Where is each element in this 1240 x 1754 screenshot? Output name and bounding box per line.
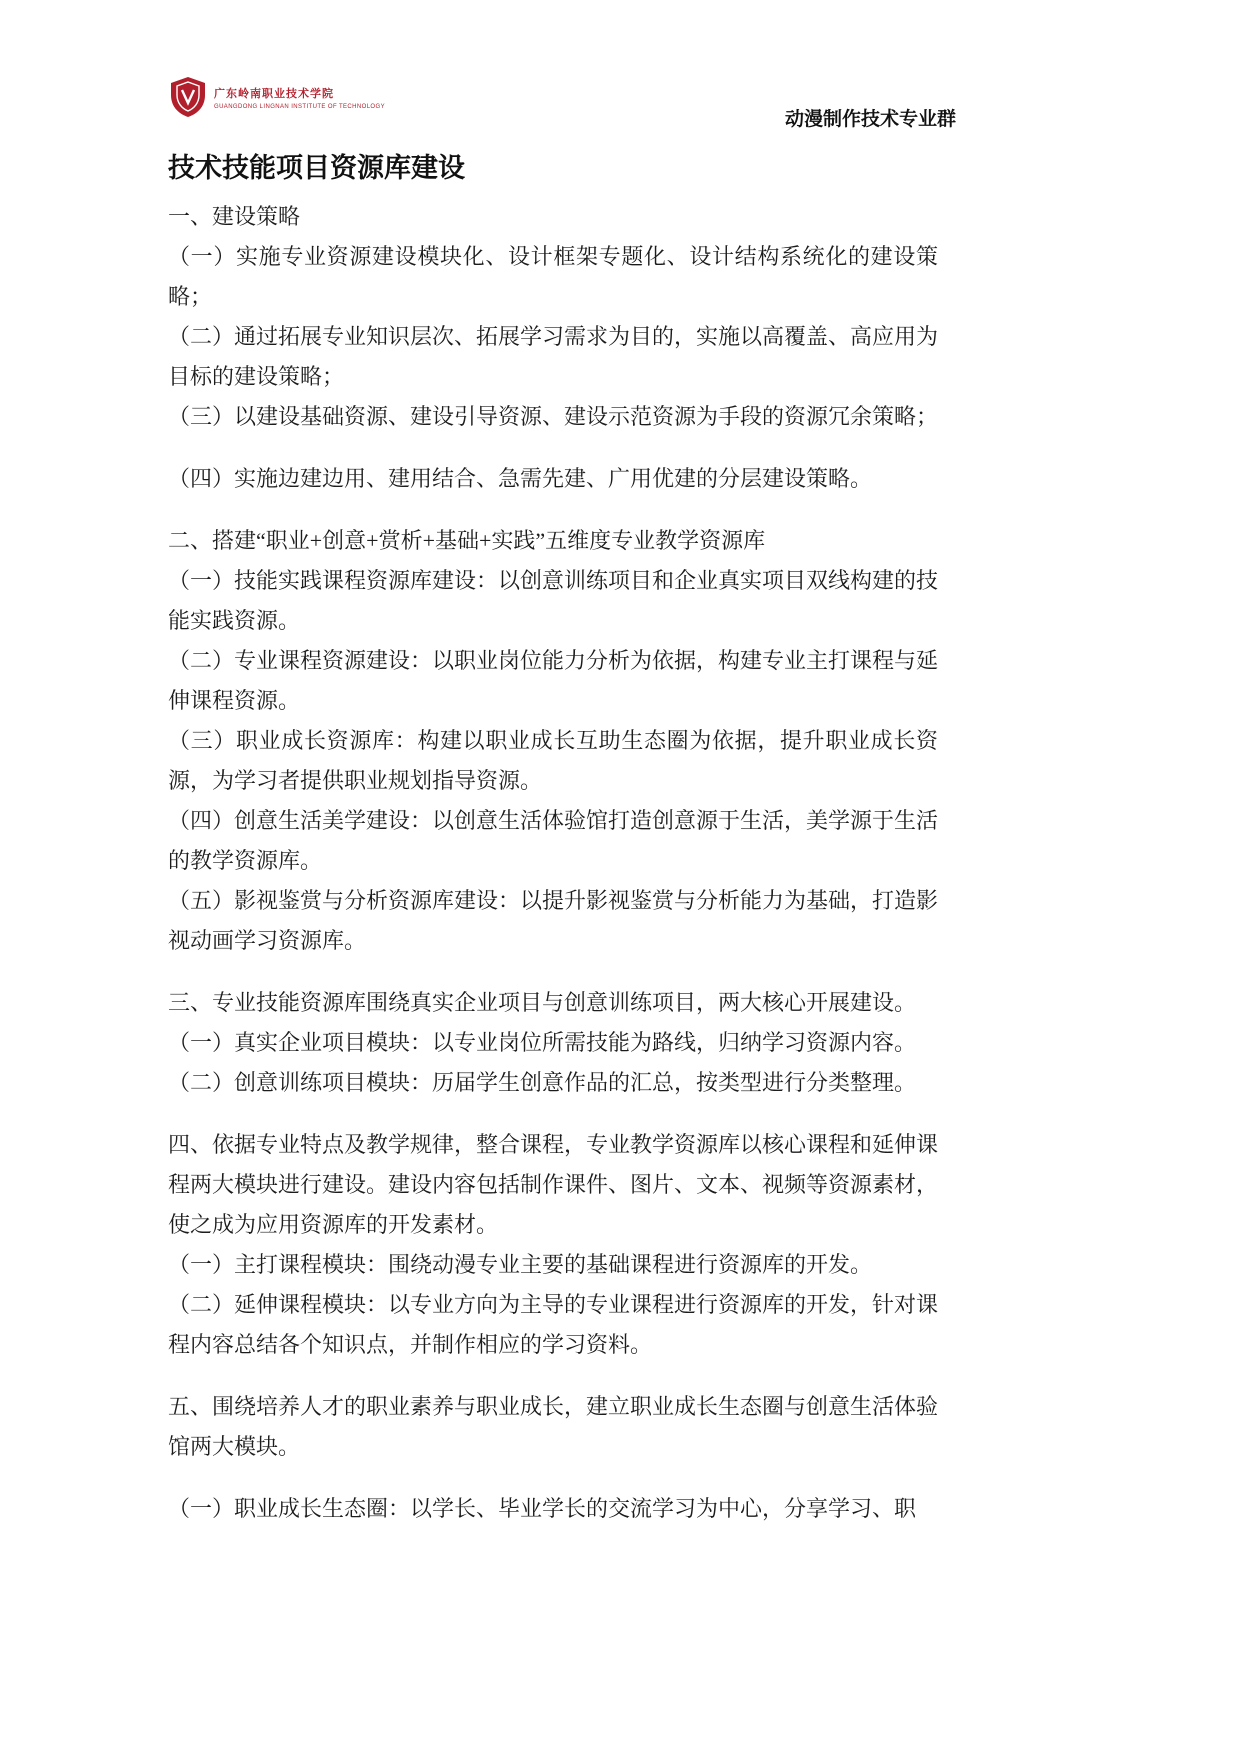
paragraph: （四）创意生活美学建设：以创意生活体验馆打造创意源于生活，美学源于生活的教学资源库。	[168, 808, 939, 873]
school-name-en: GUANGDONG LINGNAN INSTITUTE OF TECHNOLOGY	[214, 103, 385, 110]
paragraph: 五、围绕培养人才的职业素养与职业成长，建立职业成长生态圈与创意生活体验馆两大模块。	[168, 1394, 939, 1459]
paragraph: 二、搭建“职业+创意+赏析+基础+实践”五维度专业教学资源库	[168, 528, 766, 553]
document-title: 技术技能项目资源库建设	[168, 153, 465, 183]
paragraph: （一）技能实践课程资源库建设：以创意训练项目和企业真实项目双线构建的技能实践资源。	[168, 568, 939, 633]
specialty-group-label: 动漫制作技术专业群	[784, 109, 956, 130]
document-body	[168, 146, 938, 1529]
paragraph: （二）专业课程资源建设：以职业岗位能力分析为依据，构建专业主打课程与延伸课程资源。	[168, 648, 939, 713]
paragraph: （二）创意训练项目模块：历届学生创意作品的汇总，按类型进行分类整理。	[168, 1070, 917, 1095]
paragraph: 三、专业技能资源库围绕真实企业项目与创意训练项目，两大核心开展建设。	[168, 990, 917, 1015]
paragraph: （三）职业成长资源库：构建以职业成长互助生态圈为依据，提升职业成长资源，为学习者提供职业规划指导资源。	[168, 728, 938, 793]
paragraph: （一）主打课程模块：围绕动漫专业主要的基础课程进行资源库的开发。	[168, 1252, 873, 1277]
paragraph: （二）通过拓展专业知识层次、拓展学习需求为目的，实施以高覆盖、高应用为目标的建设策略；	[168, 324, 939, 389]
paragraph: （一）真实企业项目模块：以专业岗位所需技能为路线，归纳学习资源内容。	[168, 1030, 917, 1055]
paragraph: 一、建设策略	[168, 204, 301, 229]
paragraph: （三）以建设基础资源、建设引导资源、建设示范资源为手段的资源冗余策略；	[168, 404, 939, 429]
paragraph: （五）影视鉴赏与分析资源库建设：以提升影视鉴赏与分析能力为基础，打造影视动画学习资源库。	[168, 888, 939, 953]
paragraph-list	[168, 197, 938, 1529]
paragraph: （四）实施边建边用、建用结合、急需先建、广用优建的分层建设策略。	[168, 466, 873, 491]
paragraph: （一）实施专业资源建设模块化、设计框架专题化、设计结构系统化的建设策略；	[168, 244, 938, 309]
school-name-cn: 广东岭南职业技术学院	[214, 87, 334, 100]
paragraph: （一）职业成长生态圈：以学长、毕业学长的交流学习为中心，分享学习、职	[168, 1496, 917, 1521]
paragraph: 四、依据专业特点及教学规律，整合课程，专业教学资源库以核心课程和延伸课程两大模块进行建设。建设内容包括制作课件、图片、文本、视频等资源素材，使之成为应用资源库的开发素材。	[168, 1132, 939, 1237]
paragraph: （二）延伸课程模块：以专业方向为主导的专业课程进行资源库的开发，针对课程内容总结各个知识点，并制作相应的学习资料。	[168, 1292, 939, 1357]
